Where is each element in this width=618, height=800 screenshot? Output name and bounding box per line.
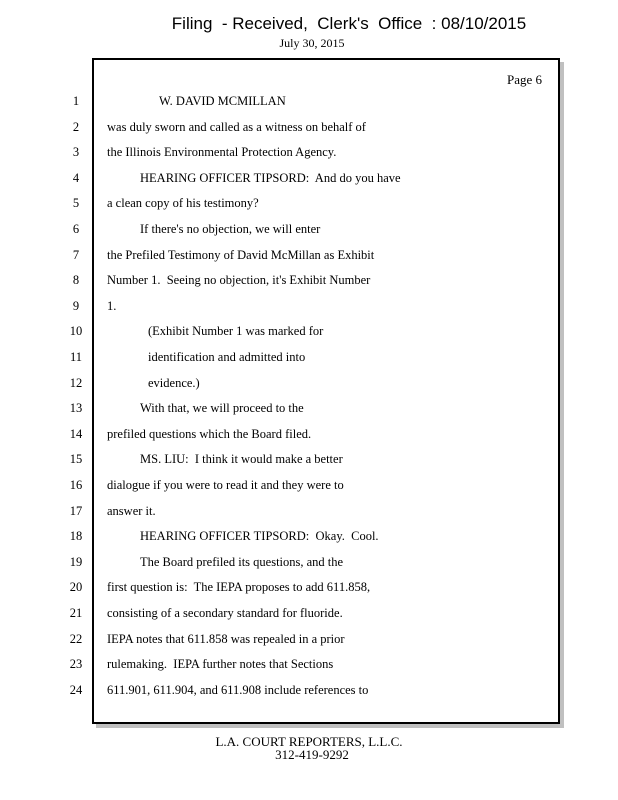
line-number: 22: [69, 631, 83, 646]
footer-company: L.A. COURT REPORTERS, L.L.C.: [215, 734, 403, 749]
line-text: 1.: [107, 298, 117, 313]
line-text: the Illinois Environmental Protection Agency.: [107, 145, 337, 160]
line-text: first question is: The IEPA proposes to add 611.858,: [107, 580, 371, 595]
line-number: 3: [72, 145, 80, 160]
line-text: Number 1. Seeing no objection, it's Exhibit Number: [107, 273, 371, 288]
page-number: Page 6: [506, 72, 542, 87]
line-text: 611.901, 611.904, and 611.908 include references to: [107, 682, 369, 697]
line-number: 17: [69, 503, 83, 518]
line-number: 1: [72, 94, 80, 108]
hearing-date: July 30, 2015: [279, 36, 345, 50]
line-number: 13: [69, 401, 83, 416]
line-text: (Exhibit Number 1 was marked for: [148, 324, 324, 339]
line-number: 18: [69, 529, 83, 544]
line-number: 9: [72, 298, 80, 313]
line-number: 5: [72, 196, 80, 211]
line-text: identification and admitted into: [148, 350, 306, 364]
line-text: a clean copy of his testimony?: [107, 196, 259, 211]
filing-stamp: Filing - Received, Clerk's Office : 08/10/2015: [171, 14, 527, 33]
line-number: 11: [69, 350, 83, 364]
line-text: evidence.): [148, 375, 200, 390]
line-number: 10: [69, 324, 83, 339]
line-text: was duly sworn and called as a witness on behalf of: [107, 119, 366, 134]
line-text: dialogue if you were to read it and they were to: [107, 478, 344, 492]
line-text: With that, we will proceed to the: [140, 401, 304, 416]
line-text: HEARING OFFICER TIPSORD: Okay. Cool.: [140, 529, 379, 544]
line-number: 19: [69, 554, 83, 569]
line-number: 24: [69, 682, 83, 697]
line-number: 15: [69, 452, 83, 467]
line-number: 8: [72, 273, 80, 288]
line-text: W. DAVID MCMILLAN: [159, 94, 286, 108]
line-text: HEARING OFFICER TIPSORD: And do you have: [140, 170, 401, 185]
line-text: consisting of a secondary standard for fluoride.: [107, 606, 343, 620]
line-text: MS. LIU: I think it would make a better: [140, 452, 343, 467]
line-text: IEPA notes that 611.858 was repealed in a prior: [107, 631, 345, 646]
line-number: 2: [72, 119, 80, 134]
line-number: 7: [72, 247, 80, 262]
line-number: 12: [69, 375, 83, 390]
line-text: answer it.: [107, 503, 156, 518]
line-number: 20: [69, 580, 83, 595]
line-text: rulemaking. IEPA further notes that Sections: [107, 657, 334, 672]
line-number: 14: [69, 426, 83, 441]
line-text: prefiled questions which the Board filed.: [107, 426, 312, 441]
line-text: the Prefiled Testimony of David McMillan as Exhibit: [107, 247, 375, 262]
line-text: The Board prefiled its questions, and the: [140, 554, 344, 569]
line-number: 6: [72, 222, 80, 236]
line-number: 16: [69, 478, 83, 492]
line-number: 23: [69, 657, 83, 672]
line-number: 4: [72, 170, 80, 185]
line-number: 21: [69, 606, 83, 620]
line-text: If there's no objection, we will enter: [140, 222, 321, 236]
footer-phone: 312-419-9292: [275, 747, 349, 762]
